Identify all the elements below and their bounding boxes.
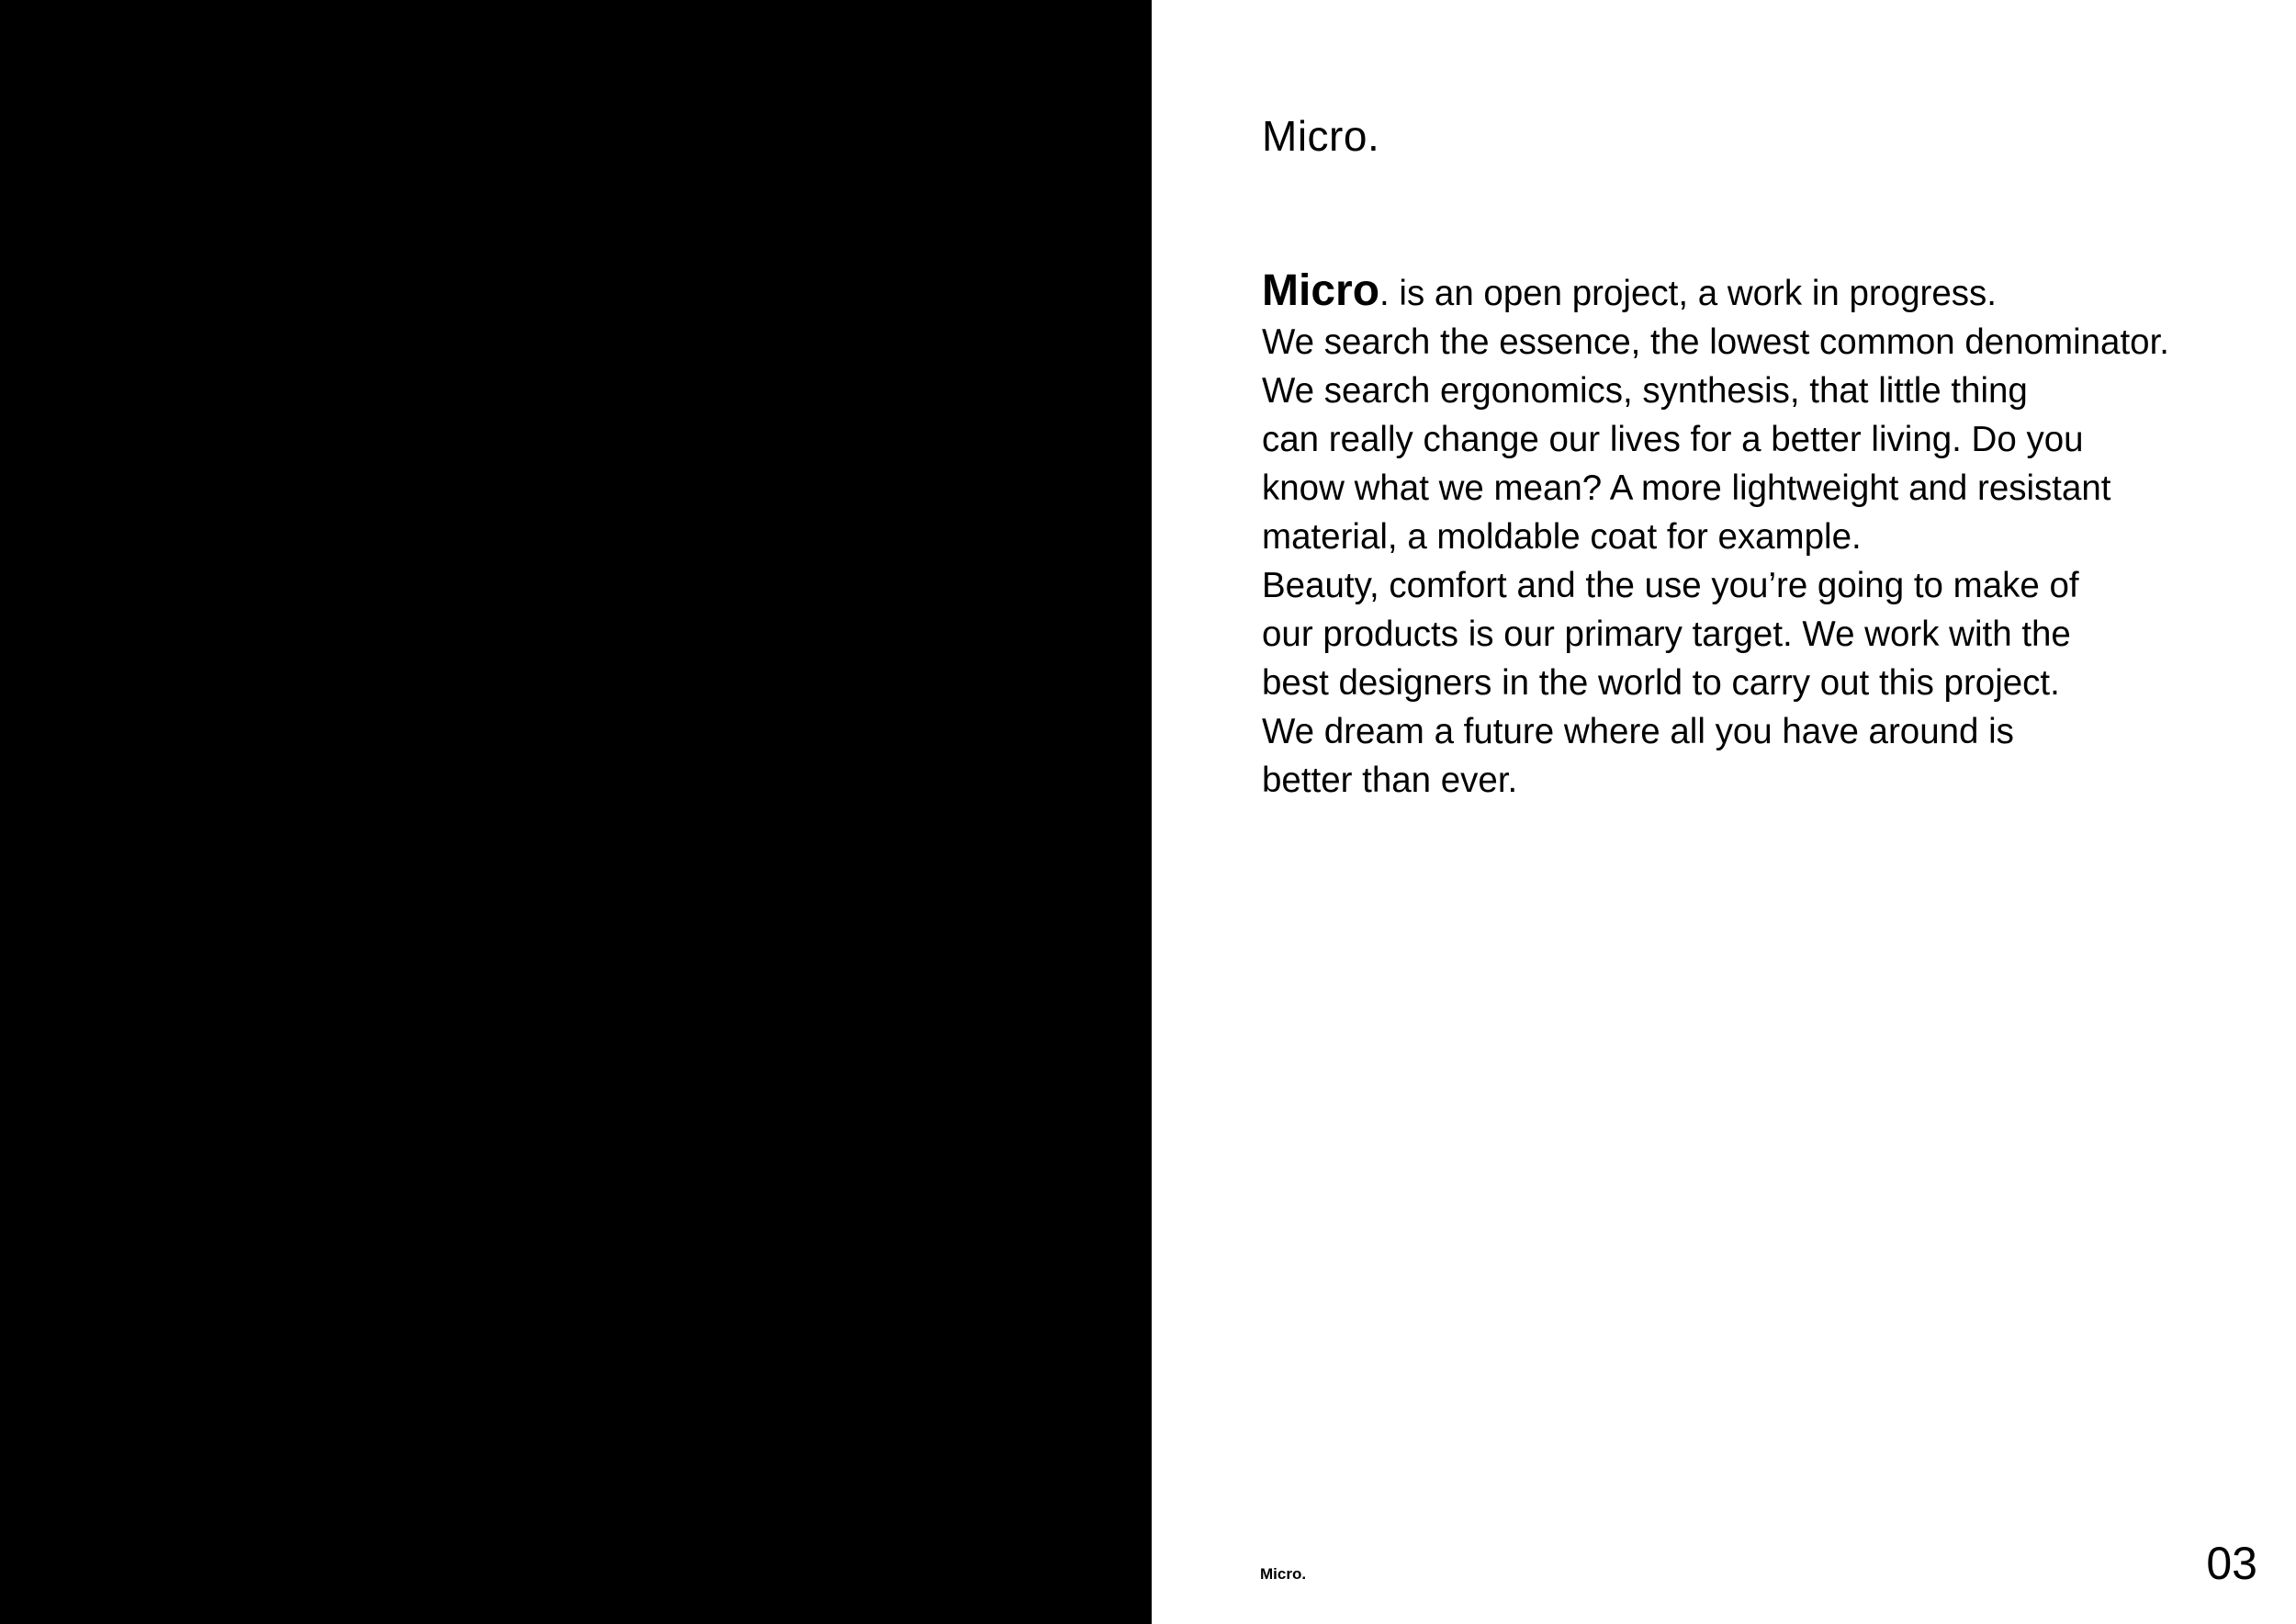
page-title: Micro.: [1262, 112, 1380, 160]
body-line-5: know what we mean? A more lightweight and resistant: [1262, 468, 2111, 508]
text-page: [1152, 0, 2296, 1624]
body-line-3: We search ergonomics, synthesis, that little thing: [1262, 371, 2028, 411]
body-line-1-text: . is an open project, a work in progress.: [1379, 274, 1997, 313]
body-line-4: can really change our lives for a better living. Do you: [1262, 420, 2084, 459]
body-line-11: better than ever.: [1262, 761, 1518, 800]
intro-brand-name: Micro: [1262, 266, 1380, 315]
body-line-10: We dream a future where all you have around is: [1262, 712, 2014, 751]
page-number: 03: [2206, 1538, 2257, 1589]
body-line-8: our products is our primary target. We work with the: [1262, 615, 2071, 654]
footer-brand: Micro.: [1260, 1565, 1307, 1583]
body-line-1: [1262, 266, 2263, 318]
body-line-2: We search the essence, the lowest common denominator.: [1262, 322, 2169, 362]
body-line-7: Beauty, comfort and the use you’re going to make of: [1262, 566, 2079, 605]
body-line-6: material, a moldable coat for example.: [1262, 517, 1862, 557]
body-paragraph: [1262, 266, 2263, 805]
body-line-9: best designers in the world to carry out this project.: [1262, 663, 2060, 703]
